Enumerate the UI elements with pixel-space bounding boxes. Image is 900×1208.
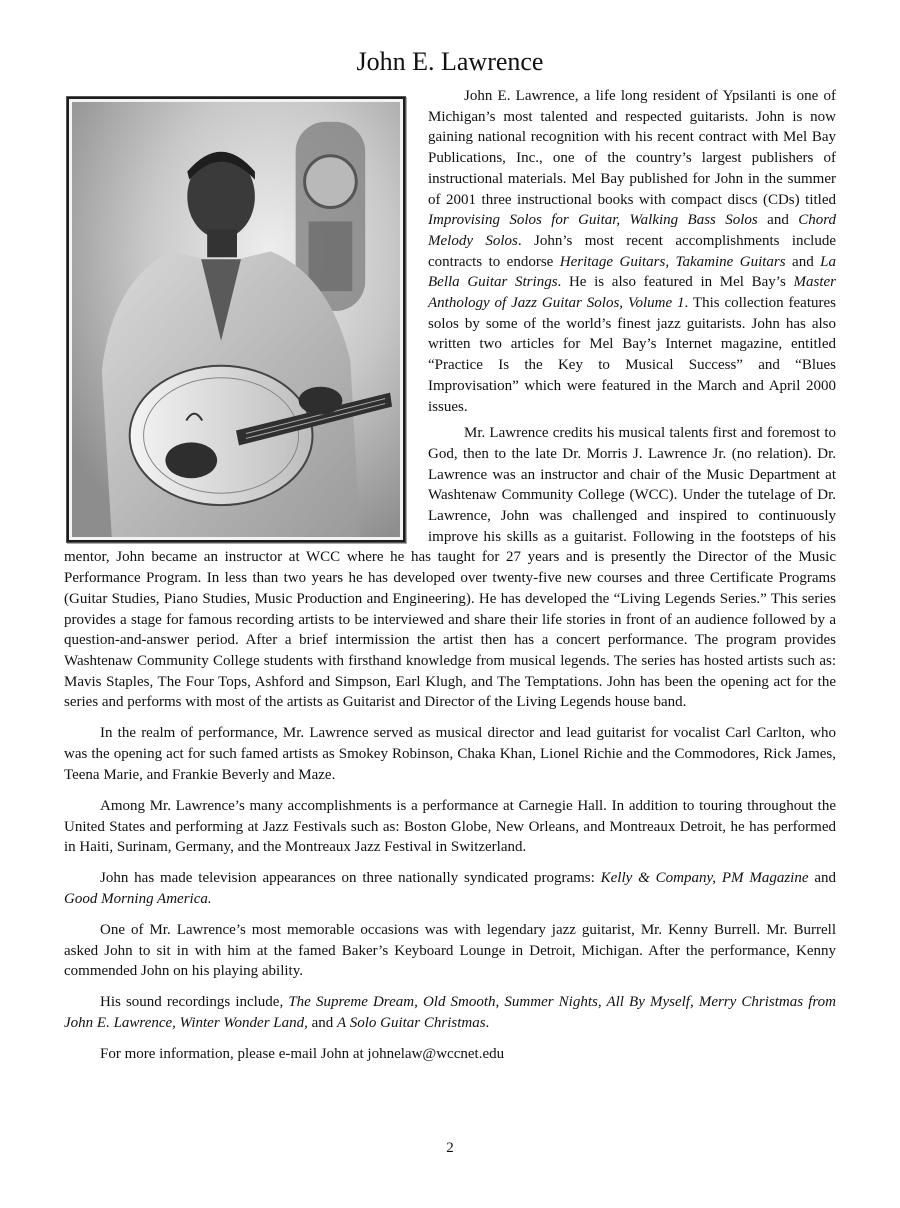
page-title: John E. Lawrence bbox=[356, 47, 544, 76]
p1-text-k: . This collection features solos by some of the world’s finest jazz guitarists. John has also written two articles for Mel Bay’s Internet magazine, entitled “Practice Is the Key to Musical Success” and “Blues Improvisation” which were featured in the March and April 2000 issues. bbox=[428, 295, 836, 415]
p1-text-e: . John’s most recent accomplishments include contracts to endorse bbox=[428, 232, 836, 270]
photo-image bbox=[69, 99, 403, 540]
p1-text-a: John E. Lawrence, a life long resident of Ypsilanti is one of Michigan’s most talented and respected guitarists. John is now gaining national recognition with his recent contract with Mel Bay Publications, Inc., one of the country’s largest publishers of instructional materials. Mel Bay published for John in the summer of 2001 three instructional books with compact discs (CDs) titled bbox=[428, 88, 836, 208]
p1-strings-brand: La Bella Guitar Strings bbox=[428, 253, 836, 291]
p7-text-a: His sound recordings include, bbox=[100, 994, 289, 1011]
p7-recording-solo-xmas: A Solo Guitar Christmas bbox=[337, 1015, 486, 1032]
paragraph-8-contact: For more information, please e-mail John at johnelaw@wccnet.edu bbox=[100, 1046, 505, 1063]
p7-text-e: . bbox=[485, 1015, 490, 1032]
portrait-photo bbox=[66, 96, 406, 543]
p1-book-titles: Improvising Solos for Guitar, Walking Bass Solos bbox=[428, 212, 758, 229]
paragraph-6: One of Mr. Lawrence’s most memorable occasions was with legendary jazz guitarist, Mr. Kenny Burrell. Mr. Burrell asked John to sit in with him at the famed Baker’s Keyboard Lounge in Detroit, Michigan. After the performance, Kenny commended John on his playing ability. bbox=[64, 921, 836, 980]
article-body bbox=[64, 86, 836, 1075]
paragraph-5 bbox=[64, 868, 836, 909]
p1-endorsements: Heritage Guitars, Takamine Guitars bbox=[559, 253, 786, 270]
p7-recordings: The Supreme Dream, Old Smooth, Summer Nights, All By Myself, Merry Christmas from John E. Lawrence, Winter Wonder Land, bbox=[64, 994, 836, 1032]
guitarist-photo-illustration bbox=[72, 102, 400, 537]
p1-text-g: and bbox=[785, 253, 821, 270]
p7-text-c: and bbox=[307, 1015, 338, 1032]
paragraph-2: Mr. Lawrence credits his musical talents first and foremost to God, then to the late Dr. Morris J. Lawrence Jr. (no relation). Dr. Lawrence was an instructor and chair of the Music Department at Washtenaw Community College (WCC). Under the tutelage of Dr. Lawrence, John was challenged and inspired to continuously improve his skills as a guitarist. Following in the footsteps of his mentor, John became an instructor at WCC where he has taught for 27 years and is presently the Director of the Music Performance Program. In less than two years he has developed over twenty-five new courses and three Certificate Programs (Guitar Studies, Piano Studies, Music Production and Engineering). He has developed the “Living Legends Series.” This series provides a stage for famous recording artists to be interviewed and share their life stories in front of an audience followed by a question-and-answer period. After a brief intermission the artist then has a concert performance. The program provides Washtenaw Community College students with firsthand knowledge from musical legends. The series has hosted artists such as: Mavis Staples, The Four Tops, Ashford and Simpson, Earl Klugh, and The Temptations. John has been the opening act for the series and performs with most of the artists as Guitarist and Director of the Living Legends house band. bbox=[64, 425, 836, 711]
p5-text-a: John has made television appearances on three nationally syndicated programs: bbox=[100, 870, 601, 887]
p1-anthology-title: Master Anthology of Jazz Guitar Solos, Volume 1 bbox=[428, 274, 836, 312]
paragraph-7 bbox=[64, 992, 836, 1033]
page-number: 2 bbox=[446, 1140, 454, 1156]
p5-text-c: and bbox=[808, 870, 836, 887]
p1-text-c: and bbox=[757, 212, 799, 229]
p5-programs: Kelly & Company, PM Magazine bbox=[600, 870, 809, 887]
paragraph-4: Among Mr. Lawrence’s many accomplishments is a performance at Carnegie Hall. In addition to touring throughout the United States and performing at Jazz Festivals such as: Boston Globe, New Orleans, and Montreaux Detroit, he has performed in Haiti, Surinam, Germany, and the Montreaux Jazz Festival in Switzerland. bbox=[64, 797, 836, 856]
p1-book-title-chord: Chord Melody Solos bbox=[428, 212, 836, 249]
p5-program-gma: Good Morning America. bbox=[64, 890, 212, 907]
paragraph-3: In the realm of performance, Mr. Lawrence served as musical director and lead guitarist for vocalist Carl Carlton, who was the opening act for such famed artists as Smokey Robinson, Chaka Khan, Lionel Richie and the Commodores, Rick James, Teena Marie, and Frankie Beverly and Maze. bbox=[64, 725, 836, 783]
p1-text-i: . He is also featured in Mel Bay’s bbox=[557, 274, 794, 291]
